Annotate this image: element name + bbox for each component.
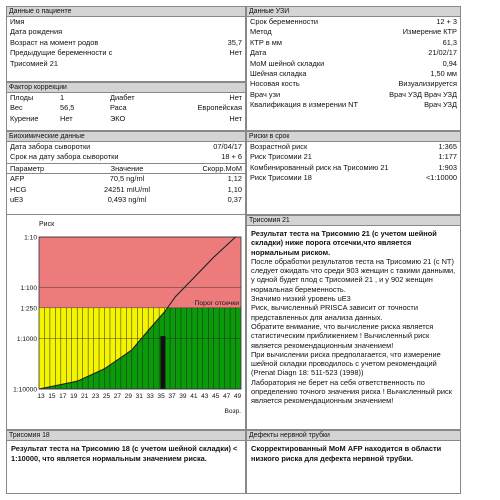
ntd-panel bbox=[246, 430, 461, 494]
risk-value: 1:365 bbox=[438, 142, 457, 151]
correction-row bbox=[7, 103, 245, 113]
ultrasound-row bbox=[247, 27, 460, 37]
t18-text: Результат теста на Трисомию 18 (с учетом шейной складки) < 1:10000, что является нормальным значением риска. bbox=[11, 444, 238, 463]
risk-row bbox=[247, 152, 460, 162]
correction-cell: Плоды bbox=[10, 93, 34, 102]
risk-chart bbox=[7, 229, 245, 429]
ultrasound-label: Квалификация в измерении NT bbox=[250, 100, 358, 110]
biochem-table-cell: 1,10 bbox=[227, 184, 242, 194]
y-tick-label: 1:10000 bbox=[13, 386, 37, 394]
patient-header: Данные о пациенте bbox=[7, 7, 245, 17]
biochem-table-row bbox=[7, 195, 245, 205]
risk-value: 1:177 bbox=[438, 152, 457, 162]
ultrasound-value: Врач УЗД bbox=[424, 100, 457, 110]
ultrasound-value: Визуализируется bbox=[398, 79, 457, 89]
y-tick-label: 1:100 bbox=[20, 285, 37, 293]
risk-value: <1:10000 bbox=[425, 173, 457, 183]
correction-cell: Вес bbox=[10, 103, 23, 113]
risk-row bbox=[247, 163, 460, 173]
patient-row bbox=[7, 27, 245, 37]
biochem-table-cell: AFP bbox=[10, 174, 25, 184]
patient-label: Предыдущие беременности с bbox=[10, 48, 113, 58]
risk-label: Риск Трисомии 18 bbox=[250, 173, 312, 183]
x-tick-label: 49 bbox=[233, 393, 242, 400]
high-risk-zone bbox=[39, 237, 241, 308]
correction-panel bbox=[6, 82, 246, 131]
biochem-value: 07/04/17 bbox=[213, 142, 242, 151]
patient-risk-marker bbox=[160, 336, 165, 389]
x-tick-label: 47 bbox=[222, 393, 231, 400]
correction-row bbox=[7, 93, 245, 103]
ultrasound-label: Врач узи bbox=[250, 89, 281, 99]
x-tick-label: 31 bbox=[135, 393, 143, 400]
patient-value: Нет bbox=[229, 48, 242, 58]
biochem-table-row bbox=[7, 185, 245, 195]
x-tick-label: 17 bbox=[59, 393, 67, 400]
patient-row bbox=[7, 48, 245, 58]
ultrasound-row bbox=[247, 100, 460, 110]
patient-value: 35,7 bbox=[227, 37, 242, 47]
risk-chart-panel bbox=[6, 215, 246, 430]
correction-header: Фактор коррекции bbox=[7, 83, 245, 93]
biochem-panel bbox=[6, 131, 246, 215]
ultrasound-value: 0,94 bbox=[442, 58, 457, 68]
risks-header: Риски в срок bbox=[247, 132, 460, 142]
biochem-table-row bbox=[7, 174, 245, 184]
biochem-label: Срок на дату забора сыворотки bbox=[10, 152, 119, 162]
risk-row bbox=[247, 142, 460, 152]
x-tick-label: 43 bbox=[201, 393, 209, 400]
y-tick-label: 1:250 bbox=[20, 305, 37, 313]
biochem-value: 18 + 6 bbox=[221, 152, 242, 162]
ultrasound-value: Врач УЗД Врач УЗД bbox=[389, 89, 457, 99]
ultrasound-row bbox=[247, 17, 460, 27]
risk-value: 1:903 bbox=[438, 162, 457, 172]
biochem-row bbox=[7, 142, 245, 152]
correction-cell: Европейская bbox=[197, 103, 242, 113]
risk-label: Комбинированный риск на Трисомию 21 bbox=[250, 162, 389, 172]
ultrasound-row bbox=[247, 90, 460, 100]
ultrasound-value: 61,3 bbox=[442, 37, 457, 47]
correction-cell: Нет bbox=[229, 113, 242, 123]
biochem-table-cell: 0,37 bbox=[227, 194, 242, 204]
correction-cell: ЭКО bbox=[110, 113, 126, 123]
risk-label: Возрастной риск bbox=[250, 142, 308, 151]
biochem-row bbox=[7, 152, 245, 162]
patient-row bbox=[7, 38, 245, 48]
chart-title: Риск bbox=[39, 221, 55, 228]
ultrasound-label: МоМ шейной складки bbox=[250, 58, 325, 68]
ultrasound-row bbox=[247, 59, 460, 69]
ultrasound-value: 1,50 мм bbox=[430, 68, 457, 78]
patient-label: Возраст на момент родов bbox=[10, 37, 99, 47]
x-tick-label: 13 bbox=[37, 393, 45, 400]
ultrasound-label: Шейная складка bbox=[250, 68, 307, 78]
col-param: Параметр bbox=[10, 163, 45, 173]
biochem-table-cell: 1,12 bbox=[227, 174, 242, 184]
y-tick-label: 1:10 bbox=[24, 234, 37, 242]
biochem-label: Дата забора сыворотки bbox=[10, 142, 91, 151]
x-tick-label: 39 bbox=[179, 393, 187, 400]
patient-row bbox=[7, 59, 245, 69]
biochem-table-cell: 0,493 ng/ml bbox=[107, 194, 147, 204]
x-tick-label: 35 bbox=[157, 393, 165, 400]
t18-header: Трисомия 18 bbox=[7, 431, 245, 441]
correction-cell: Курение bbox=[10, 113, 39, 123]
ultrasound-value: Измерение КТР bbox=[402, 27, 457, 37]
patient-label: Имя bbox=[10, 17, 25, 26]
t21-body: После обработки результатов теста на Трисомию 21 (с NT) следует ожидать что среди 903 женщин с такими данными, у одной будет плод с Трисомией 21 , и у 902 женщин нормальная беременность. Значимо низкий уровень uE3 Риск, вычисленный PRISCA зависит от точности представленных для анализа данных. Обратите внимание, что вычисление риска является статистическим приближением ! Вычисленный риск является рекомендационным значением! При вычислении риска предполагается, что измерение шейной складки проводилось с учетом рекомендаций (Prenat Diagn 18: 511-523 (1998)) Лаборатория не берет на себя ответственность по определению точного значения риска ! Вычисленный риск является рекомендационным значением! bbox=[251, 256, 456, 406]
biochem-header: Биохимические данные bbox=[7, 132, 245, 142]
ultrasound-row bbox=[247, 38, 460, 48]
t21-panel bbox=[246, 215, 461, 430]
risks-panel bbox=[246, 131, 461, 215]
x-axis-label: Возр. bbox=[224, 408, 241, 415]
ultrasound-label: Срок беременности bbox=[250, 17, 318, 26]
ultrasound-row bbox=[247, 48, 460, 58]
t21-lead: Результат теста на Трисомию 21 (с учетом шейной складки) ниже порога отсечки,что является нормальным риском. bbox=[251, 229, 437, 257]
col-value: Значение bbox=[110, 163, 144, 173]
ultrasound-label: КТР в мм bbox=[250, 37, 282, 47]
biochem-table-cell: HCG bbox=[10, 184, 27, 194]
t18-panel bbox=[6, 430, 246, 494]
ultrasound-label: Метод bbox=[250, 27, 272, 37]
ultrasound-value: 21/02/17 bbox=[428, 48, 457, 58]
x-tick-label: 23 bbox=[91, 393, 100, 400]
biochem-table-cell: 70,5 ng/ml bbox=[109, 174, 145, 184]
correction-cell: Нет bbox=[60, 113, 73, 123]
correction-cell: Диабет bbox=[110, 93, 135, 102]
x-tick-label: 19 bbox=[70, 393, 78, 400]
ultrasound-label: Носовая кость bbox=[250, 79, 300, 89]
biochem-table-cell: 24251 mIU/ml bbox=[103, 184, 150, 194]
x-tick-label: 25 bbox=[102, 393, 111, 400]
patient-label: Трисомией 21 bbox=[10, 58, 58, 68]
patient-panel bbox=[6, 6, 246, 82]
t21-header: Трисомия 21 bbox=[247, 216, 460, 226]
cutoff-label: Порог отсечки bbox=[194, 299, 239, 307]
risk-row bbox=[247, 173, 460, 183]
x-tick-label: 45 bbox=[212, 393, 220, 400]
ntd-header: Дефекты нервной трубки bbox=[247, 431, 460, 441]
ultrasound-row bbox=[247, 79, 460, 89]
x-tick-label: 37 bbox=[168, 393, 176, 400]
patient-row bbox=[7, 17, 245, 27]
x-tick-label: 21 bbox=[81, 393, 89, 400]
biochem-table-header bbox=[7, 163, 245, 173]
ultrasound-row bbox=[247, 69, 460, 79]
ultrasound-header: Данные УЗИ bbox=[247, 7, 460, 17]
y-tick-label: 1:1000 bbox=[16, 335, 37, 343]
ntd-text: Скорректированный МоМ AFP находится в области низкого риска для дефекта нервной трубки. bbox=[251, 444, 442, 463]
correction-cell: 1 bbox=[60, 93, 65, 102]
ultrasound-label: Дата bbox=[250, 48, 267, 58]
correction-cell: Раса bbox=[110, 103, 127, 113]
patient-label: Дата рождения bbox=[10, 27, 63, 37]
risk-label: Риск Трисомии 21 bbox=[250, 152, 312, 162]
correction-row bbox=[7, 114, 245, 124]
col-mom: Скорр.МоМ bbox=[202, 163, 242, 173]
x-tick-label: 33 bbox=[146, 393, 154, 400]
x-tick-label: 27 bbox=[113, 393, 122, 400]
ultrasound-value: 12 + 3 bbox=[436, 17, 457, 26]
ultrasound-panel bbox=[246, 6, 461, 131]
x-tick-label: 29 bbox=[124, 393, 133, 400]
biochem-table-cell: uE3 bbox=[10, 194, 24, 204]
correction-cell: Нет bbox=[229, 93, 242, 102]
x-tick-label: 41 bbox=[190, 393, 198, 400]
x-tick-label: 15 bbox=[48, 393, 56, 400]
correction-cell: 56,5 bbox=[60, 103, 75, 113]
